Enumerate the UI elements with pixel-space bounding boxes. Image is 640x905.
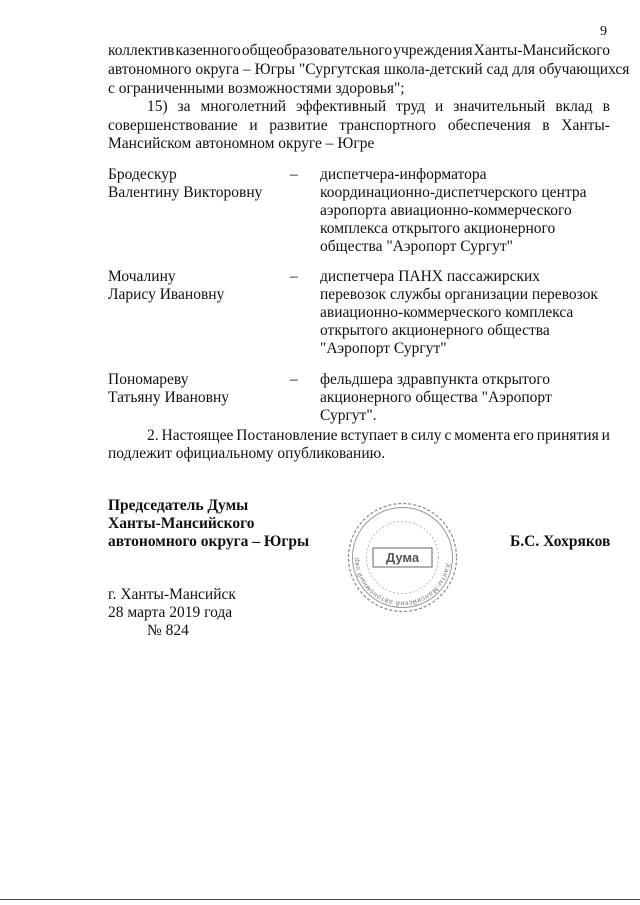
awardee-surname: Бродескур: [108, 166, 177, 183]
awardee-position-line: комплекса открытого акционерного: [320, 220, 556, 237]
awardee-position-line: общества "Аэропорт Сургут": [320, 238, 513, 255]
stamp-center-text: Дума: [385, 550, 420, 565]
awardee-position-line: Сургут".: [320, 407, 377, 424]
word: момента: [454, 427, 511, 444]
word: его: [513, 427, 534, 444]
awardee-position-line: акционерного общества "Аэропорт: [320, 389, 552, 406]
clause2-line-2: подлежит официальному опубликованию.: [108, 445, 386, 462]
word: значительный: [453, 98, 546, 115]
word: силу: [410, 427, 442, 444]
word: и: [249, 117, 258, 134]
seal-icon: [345, 500, 460, 615]
word: принятия: [536, 427, 599, 444]
official-stamp: [345, 500, 460, 615]
awardee-position-line: координационно-диспетчерского центра: [320, 184, 587, 201]
signer-name: Б.С. Хохряков: [510, 533, 611, 550]
awardee-position-line: открытого акционерного общества: [320, 322, 550, 339]
awardee-position-line: перевозок службы организации перевозок: [320, 286, 598, 303]
word: в: [400, 427, 408, 444]
awardee-position-line: фельдшера здравпункта открытого: [320, 371, 551, 388]
word: вступает: [340, 427, 398, 444]
scan-edge-line: [0, 899, 640, 900]
item15-line-1: [147, 98, 610, 116]
word: в: [542, 117, 550, 134]
word: транспортного: [339, 117, 437, 134]
word: вклад: [555, 98, 593, 115]
word: и: [601, 427, 610, 444]
word: Постановление: [236, 427, 338, 444]
awardee-position-line: аэропорта авиационно-коммерческого: [320, 202, 572, 219]
awardee-position-line: диспетчера-информатора: [320, 166, 487, 183]
word: Ханты-: [561, 117, 610, 134]
awardee-surname: Мочалину: [108, 268, 176, 285]
intro-line-3: с ограниченными возможностями здоровья";: [108, 80, 405, 97]
word: учреждения: [393, 42, 473, 59]
awardee-position-line: "Аэропорт Сургут": [320, 340, 447, 357]
dash: –: [290, 268, 298, 285]
word: развитие: [269, 117, 328, 134]
date: 28 марта 2019 года: [108, 604, 233, 621]
awardee-position-line: диспетчера ПАНХ пассажирских: [320, 268, 541, 285]
word: казенного: [175, 42, 241, 59]
word: труд: [396, 98, 426, 115]
word: 15): [147, 98, 168, 115]
awardee-surname: Пономареву: [108, 371, 189, 388]
word: за: [177, 98, 191, 115]
word: с: [444, 427, 452, 444]
word: эффективный: [295, 98, 387, 115]
intro-line-2: автономного округа – Югры "Сургутская школа-детский сад для обучающихся: [108, 61, 630, 78]
awardee-name: Татьяну Ивановну: [108, 389, 230, 406]
page-number: 9: [600, 24, 607, 39]
intro-line-1: [108, 42, 610, 60]
dash: –: [290, 371, 298, 388]
city: г. Ханты-Мансийск: [108, 586, 236, 603]
word: совершенствование: [108, 117, 238, 134]
word: обеспечения: [447, 117, 531, 134]
dash: –: [290, 166, 298, 183]
word: многолетний: [200, 98, 287, 115]
word: в: [602, 98, 610, 115]
word: и: [435, 98, 444, 115]
word: 2.: [147, 427, 159, 444]
word: коллектив: [108, 42, 175, 59]
item15-line-3: Мансийском автономном округе – Югре: [108, 135, 375, 152]
stamp-ring-text: Ханты-Мансийский автономный окр: [353, 557, 452, 607]
word: Ханты-Мансийского: [473, 42, 610, 59]
word: Настоящее: [161, 427, 234, 444]
signatory-title: Председатель Думы: [108, 497, 249, 514]
awardee-position-line: авиационно-коммерческого комплекса: [320, 304, 574, 321]
signatory-title: Ханты-Мансийского: [108, 515, 255, 532]
clause2-line-1: [147, 427, 610, 445]
item15-line-2: [108, 117, 610, 135]
word: общеобразовательного: [241, 42, 393, 59]
signatory-title: автономного округа – Югры: [108, 533, 310, 550]
awardee-name: Валентину Викторовну: [108, 184, 263, 201]
document-number: № 824: [147, 622, 189, 639]
awardee-name: Ларису Ивановну: [108, 286, 225, 303]
